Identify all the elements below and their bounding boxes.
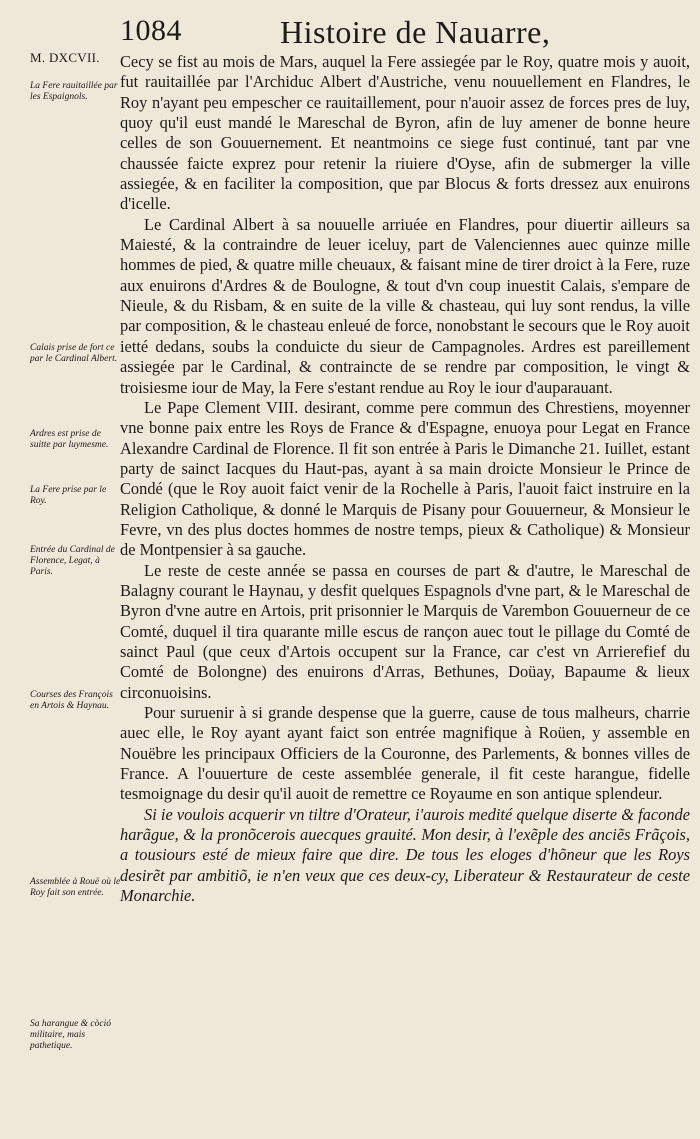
paragraph: Cecy se fist au mois de Mars, auquel la Fere assiegée par le Roy, quatre mois y auoit, fut rauitaillée par l'Archiduc Albert d'Austriche, venu nouuellement en Flandres, le Roy n'ayant peu empescher ce rauitaillement, pour n'auoir assez de forces pres de luy, quoy qu'il eust mandé le Mareschal de Byron, afin de luy amener de bonne heure celles de son Gouuernement. Et neantmoins ce siege fust continué, tant par vne chaussée faicte exprez pour retenir la riuiere d'Oyse, afin de submerger la ville assiegée, & en faciliter la composition, que par Blocus & forts dressez aux enuirons d'icelle. xyxy=(120,52,690,214)
body-text xyxy=(120,52,690,906)
margin-note: Assemblée à Rouë où le Roy fait son entrée. xyxy=(30,877,121,898)
margin-note: Courses des François en Artois & Haynau. xyxy=(30,690,113,711)
margin-note: Sa harangue & còció militaire, mais pathetique. xyxy=(30,1019,112,1051)
paragraph: Le Pape Clement VIII. desirant, comme pere commun des Chrestiens, moyenner vne bonne paix entre les Roys de France & d'Espagne, enuoya pour Legat en France Alexandre Cardinal de Florence. Il fit son entrée à Paris le Dimanche 21. Iuillet, estant party de sainct Iacques du Haut-pas, ayant à sa main droicte Monsieur le Prince de Condé (que le Roy auoit faict venir de la Rochelle à Paris, l'auoit faict instruire en la Religion Catholique, & donné le Marquis de Pisany pour Gouuerneur, & Monsieur le Fevre, vn des plus doctes hommes de nostre temps, pieux & Catholique) & Monsieur de Montpensier à sa gauche. xyxy=(120,397,690,560)
page-number: 1084 xyxy=(120,14,182,47)
paragraph: Le reste de ceste année se passa en courses de part & d'autre, le Mareschal de Balagny courant le Haynau, y desfit quelques Espagnols d'vne part, & le Mareschal de Byron d'vne autre en Artois, prit prisonnier le Marquis de Varembon Gouuerneur de ce Comté, duquel il tira quarante mille escus de rançon auec tout le pillage du Comté de sainct Paul (que ceux d'Artois occupent sur la France, car c'est vn Arrierefief du Comté de Bolongne) des enuirons d'Arras, Bethunes, Doüay, Bapaume & lieux circonuoisins. xyxy=(120,560,690,702)
margin-note: Calais prise de fort ce par le Cardinal Albert. xyxy=(30,343,118,364)
running-title: Histoire de Nauarre, xyxy=(280,14,551,50)
paragraph: Pour suruenir à si grande despense que la guerre, cause de tous malheurs, charrie auec elle, le Roy ayant ayant faict son entrée magnifique à Roüen, y assemble en Nouëbre les principaux Officiers de la Couronne, des Parlements, & bonnes villes de France. A l'ouuerture de ceste assemblée generale, il fit ceste harangue, fidelle tesmoignage du desir qu'il auoit de remettre ce Royaume en son antique splendeur. xyxy=(120,703,690,804)
paragraph: Le Cardinal Albert à sa nouuelle arriuée en Flandres, pour diuertir ailleurs sa Maiesté, & la contraindre de leuer iceluy, part de Valenciennes auec quinze mille hommes de pied, & quatre mille cheuaux, & faisant mine de tirer droict à la Fere, ruze aux enuirons d'Ardres & de Boulogne, & tout d'vn coup inuestit Calais, s'empare de Nieule, & du Risbam, & en suite de la ville & chasteau, qui luy sont rendus, la ville par composition, & le chasteau enleué de force, nonobstant le secours que le Roy auoit ietté dedans, soubs la conduicte du sieur de Campagnoles. Ardres est pareillement assiegée par le Cardinal, & contraincte de se rendre par composition, le vingt & troisiesme iour de May, la Fere s'estant rendue au Roy le iour d'auparauant. xyxy=(120,214,690,397)
page-header xyxy=(120,14,680,54)
margin-note: Entrée du Cardinal de Florence, Legat, à Paris. xyxy=(30,545,115,577)
year-marker: M. DXCVII. xyxy=(30,50,100,65)
margin-note: La Fere rauitaillée par les Espaignols. xyxy=(30,81,118,102)
margin-note: Ardres est prise de suitte par luymesme. xyxy=(30,429,109,450)
margin-note: La Fere prise par le Roy. xyxy=(30,485,107,506)
harangue-paragraph: Si ie voulois acquerir vn tiltre d'Orateur, i'aurois medité quelque diserte & faconde harãgue, & la pronõcerois auecques grauité. Mon desir, à l'exẽple des anciẽs Frãçois, a tousiours esté de mieux faire que dire. De tous les eloges d'hõneur que les Roys desirẽt par ambitiõ, ie n'en veux que ces deux-cy, Liberateur & Restaurateur de ceste Monarchie. xyxy=(120,804,690,906)
